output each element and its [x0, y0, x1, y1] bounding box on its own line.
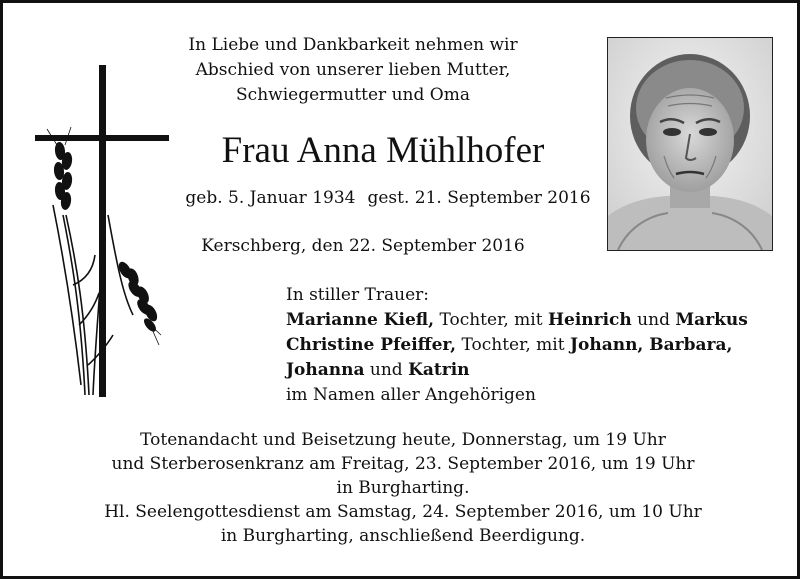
service-details: Totenandacht und Beisetzung heute, Donnerstag, um 19 Uhr und Sterberosenkranz am Freitag, 23. September 2016, um 19 Uhr in Burgharting. Hl. Seelengottesdienst am Samstag, 24. September 2016, um 10 Uhr in Burgharting, anschließend Beerdigung.	[104, 430, 702, 546]
birth-date: geb. 5. Januar 1934	[185, 188, 356, 208]
death-date: gest. 21. September 2016	[367, 188, 591, 208]
deceased-name: Frau Anna Mühlhofer	[221, 130, 545, 171]
cross-with-wheat-icon	[33, 65, 173, 405]
mourner-line-3: Johanna und Katrin	[286, 360, 470, 380]
intro-text: In Liebe und Dankbarkeit nehmen wir Abschied von unserer lieben Mutter, Schwiegermutter und Oma	[188, 35, 518, 105]
mourners-list	[286, 283, 791, 408]
mourner-line-1: Marianne Kiefl, Tochter, mit Heinrich und Markus	[286, 310, 748, 330]
portrait-image-icon	[608, 38, 772, 250]
life-dates	[163, 186, 613, 210]
place-date: Kerschberg, den 22. September 2016	[201, 236, 525, 256]
mourners-closing: im Namen aller Angehörigen	[286, 385, 536, 405]
mourner-line-2: Christine Pfeiffer, Tochter, mit Johann, Barbara,	[286, 335, 733, 355]
mourners-intro: In stiller Trauer:	[286, 285, 429, 305]
portrait-photo	[607, 37, 773, 251]
